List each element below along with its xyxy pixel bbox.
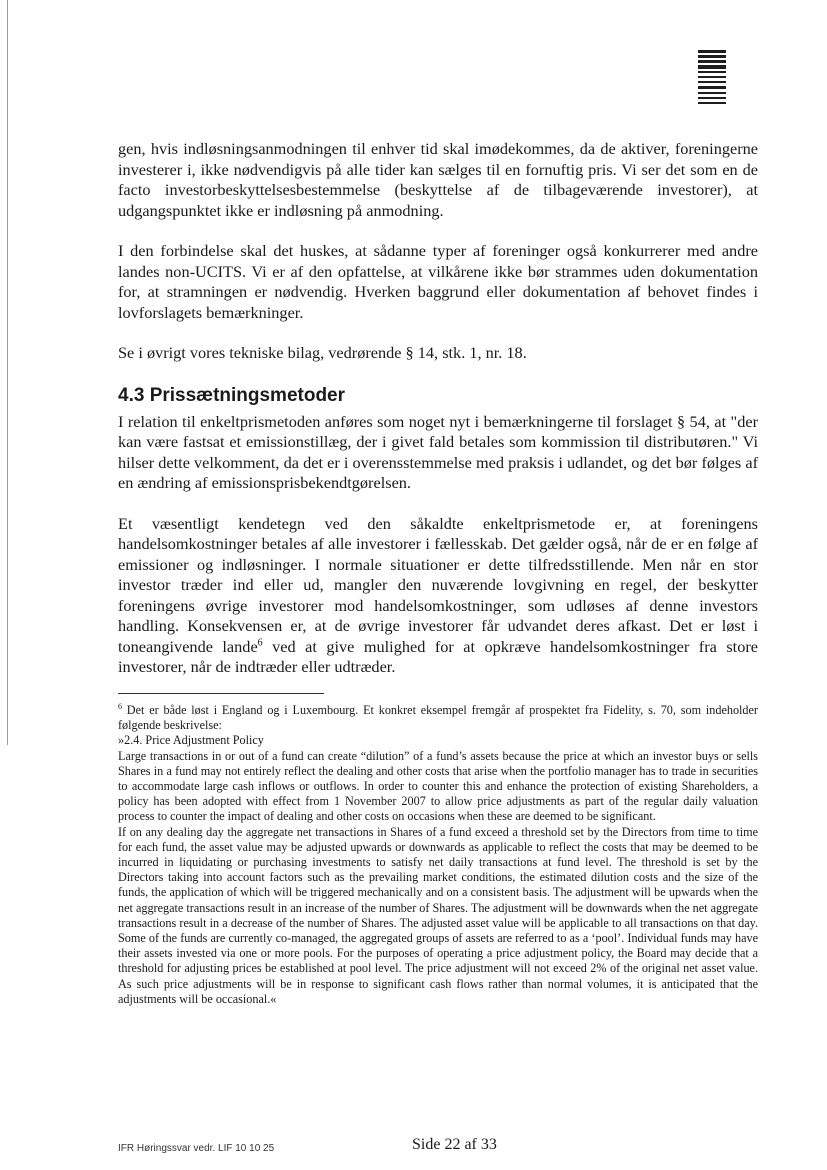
paragraph: gen, hvis indløsningsanmodningen til enhver tid skal imødekommes, da de aktiver, foreningerne investerer i, ikke nødvendigvis på alle tider kan sælges til en fornuftig pris. Vi ser det som en de facto investorbeskyttelsesbestemmelse (beskyttelse af de tilbageværende investorer), at udgangspunktet ikke er indløsning på anmodning. (118, 139, 758, 220)
footnote-separator (118, 693, 324, 694)
main-text (118, 139, 758, 698)
footnote-quote-paragraph: Large transactions in or out of a fund can create “dilution” of a fund’s assets because the price at which an investor buys or sells Shares in a fund may not entirely reflect the dealing and other costs that arise when the portfolio manager has to trade in securities to accommodate large cash inflows or outflows. In order to counter this and enhance the protection of existing Shareholders, a policy has been adopted with effect from 1 November 2007 to allow price adjustments as part of the regular daily valuation process to counter the impact of dealing and other costs on occasions when these are deemed to be significant. (118, 748, 758, 824)
footnote-reference[interactable]: 6 (257, 637, 263, 649)
section-heading: 4.3 Prissætningsmetoder (118, 384, 346, 406)
footnote-quote-heading: »2.4. Price Adjustment Policy (118, 733, 264, 748)
paragraph: I den forbindelse skal det huskes, at sådanne typer af foreninger også konkurrerer med andre landes non-UCITS. Vi er af den opfattelse, at vilkårene ikke bør strammes uden dokumentation for, at stramningen er nødvendig. Hverken baggrund eller dokumentation af behovet findes i lovforslagets bemærkninger. (118, 241, 758, 322)
page-number: Side 22 af 33 (412, 1136, 497, 1153)
logo-icon (698, 50, 726, 106)
footnote-intro (118, 703, 758, 733)
footnote (118, 703, 758, 1007)
paragraph: Se i øvrigt vores tekniske bilag, vedrørende § 14, stk. 1, nr. 18. (118, 343, 527, 362)
footnote-quote-paragraph: If on any dealing day the aggregate net transactions in Shares of a fund exceed a threshold set by the Directors from time to time for each fund, the asset value may be adjusted upwards or downwards as applicable to reflect the costs that may be deemed to be incurred in liquidating or purchasing investments to satisfy net daily transactions at fund level. The threshold is set by the Directors taking into account factors such as the prevailing market conditions, the estimated dilution costs and the size of the funds, the application of which will be triggered mechanically and on a consistent basis. The adjustment will be upwards when the net aggregate transactions result in an increase of the number of Shares. The adjustment will be downwards when the net aggregate transactions result in a decrease of the number of Shares. The adjusted asset value will be applicable to all transactions on that day. Some of the funds are currently co-managed, the aggregated groups of assets are referred to as a ‘pool’. Individual funds may have their assets invested via one or more pools. For the purposes of operating a price adjustment policy, the Board may decide that a threshold for adjusting prices be established at pool level. The price adjustment will not exceed 2% of the original net asset value. As such price adjustments will be in response to significant cash flows rather than normal volumes, it is anticipated that the adjustments will be occasional.« (118, 824, 758, 1006)
footnote-marker: 6 (118, 701, 122, 711)
paragraph-text-tail: ved at give mulighed for at opkræve handelsomkostninger fra store investorer, når de indtræder eller udtræder. (118, 636, 758, 676)
paragraph-text: Et væsentligt kendetegn ved den såkaldte enkeltprismetode er, at foreningens handelsomkostninger betales af alle investorer i fællesskab. Det gælder også, når de er en følge af emissioner og indløsninger. I normale situationer er dette tilfredsstillende. Men når en stor investor træder ind eller ud, mangler den nuværende lovgivning en regel, der beskytter foreningens øvrige investorer mod handelsomkostninger, som udløses af denne investors handling. Konsekvensen er, at de øvrige investorer får udvandet deres afkast. Det er løst i toneangivende lande (118, 513, 758, 656)
footnote-intro-text: Det er både løst i England og i Luxembourg. Et konkret eksempel fremgår af prospektet fra Fidelity, s. 70, som indeholder følgende beskrivelse: (118, 703, 758, 733)
footer-document-id: IFR Høringssvar vedr. LIF 10 10 25 (118, 1143, 275, 1154)
left-margin-line (7, 0, 8, 745)
paragraph (118, 514, 758, 678)
paragraph: I relation til enkeltprismetoden anføres som noget nyt i bemærkningerne til forslaget § 54, at "der kan være fastsat et emissionstillæg, der i givet fald betales som kommission til distributøren." Vi hilser dette velkomment, da det er i overensstemmelse med praksis i udlandet, og det bør følges af en ændring af emissionsprisbekendtgørelsen. (118, 411, 758, 492)
